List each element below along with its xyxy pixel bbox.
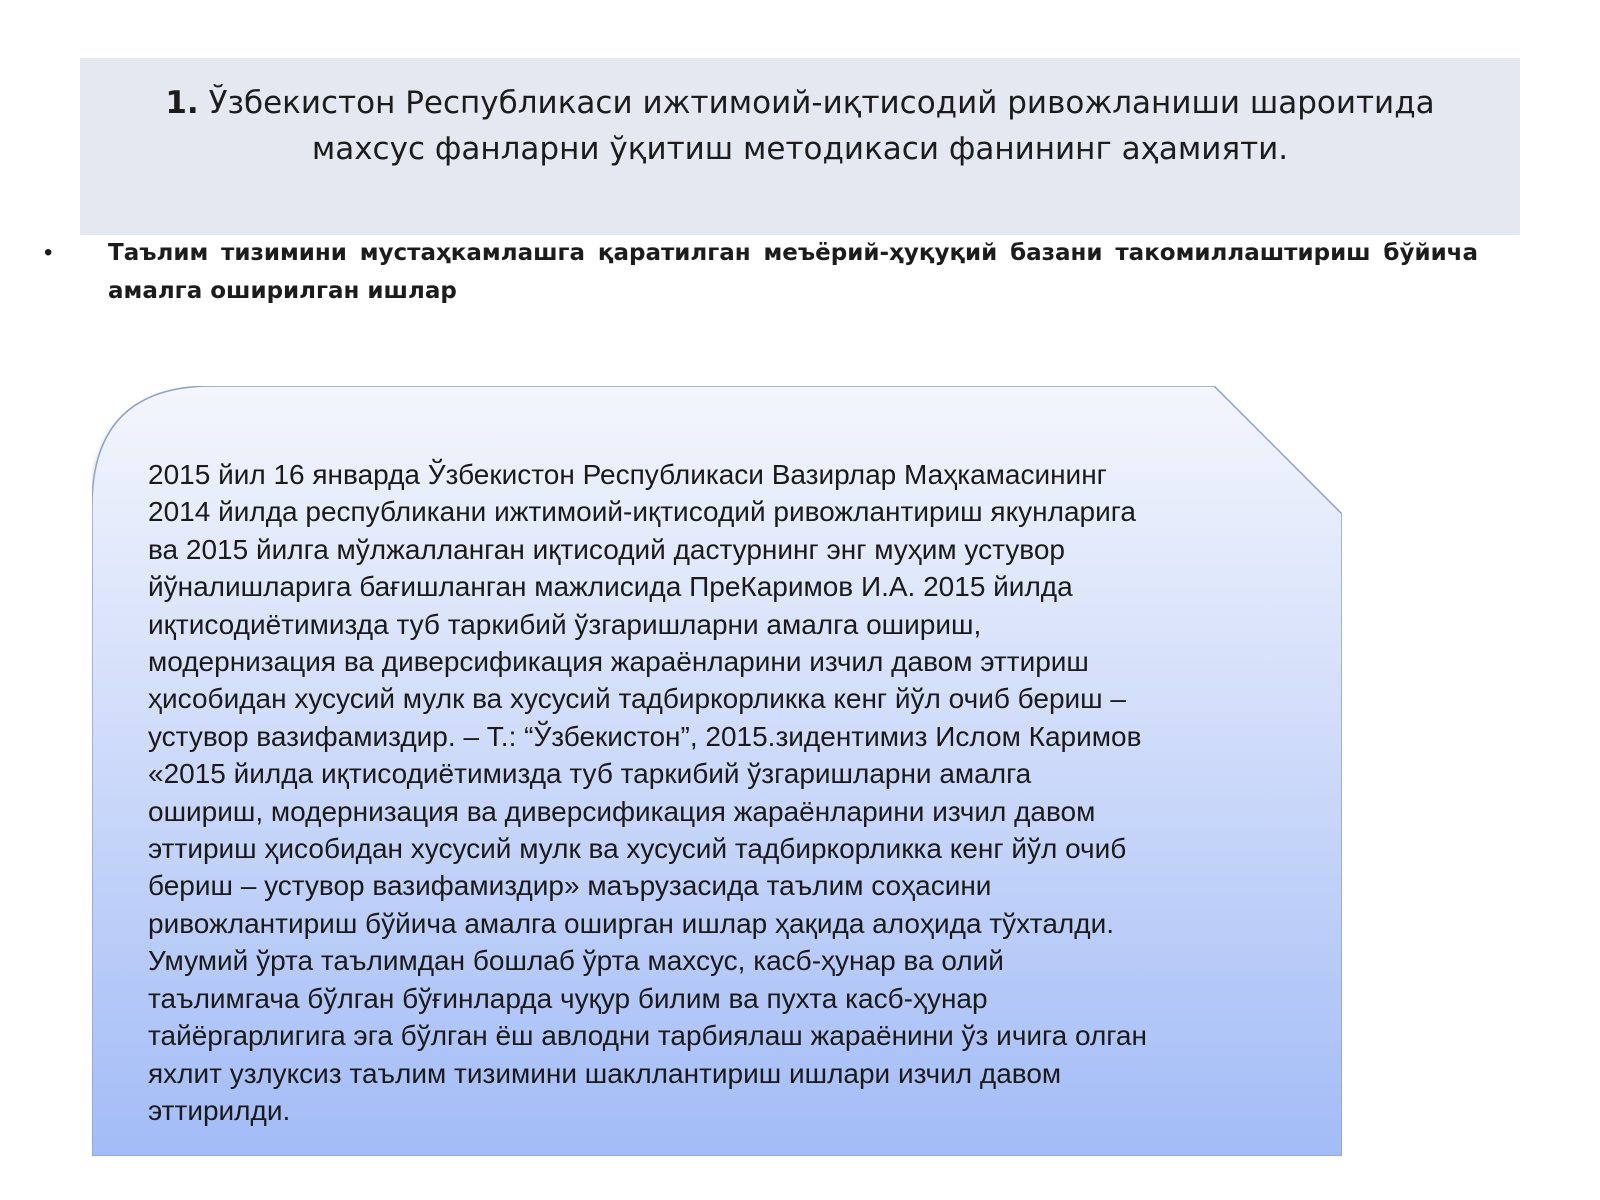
bullet-text: Таълим тизимини мустаҳкамлашга қаратилган меъёрий-ҳуқуқий базани такомиллаштириш бўйича амалга оширилган ишлар [108, 240, 1478, 304]
title-text-line1: Ўзбекистон Республикаси ижтимоий-иқтисодий ривожланиши шароитида [208, 85, 1435, 121]
bullet-marker: • [44, 239, 53, 266]
text-card [92, 386, 1342, 1156]
title-box [80, 58, 1520, 235]
slide-title-line1 [120, 80, 1480, 126]
card-body-text: 2015 йил 16 январда Ўзбекистон Республикаси Вазирлар Маҳкамасининг 2014 йилда республикани ижтимоий-иқтисодий ривожлантириш якунларига ва 2015 йилга мўлжалланган иқтисодий дастурнинг энг муҳим устувор йўналишларига бағишланган мажлисида ПреКаримов И.А. 2015 йилда иқтисодиётимизда туб таркибий ўзгаришларни амалга ошириш, модернизация ва диверсификация жараёнларини изчил давом эттириш ҳисобидан хусусий мулк ва хусусий тадбиркорликка кенг йўл очиб бериш – устувор вазифамиздир. – Т.: “Ўзбекистон”, 2015.зидентимиз Ислом Каримов «2015 йилда иқтисодиётимизда туб таркибий ўзгаришларни амалга ошириш, модернизация ва диверсификация жараёнларини изчил давом эттириш ҳисобидан хусусий мулк ва хусусий тадбиркорликка кенг йўл очиб бериш – устувор вазифамиздир» маърузасида таълим соҳасини ривожлантириш бўйича амалга оширган ишлар ҳақида алоҳида тўхталди. Умумий ўрта таълимдан бошлаб ўрта махсус, касб-ҳунар ва олий таълимгача бўлган бўғинларда чуқур билим ва пухта касб-ҳунар тайёргарлигига эга бўлган ёш авлодни тарбиялаш жараёнини ўз ичига олган яхлит узлуксиз таълим тизимини шакллантириш ишлари изчил давом эттирилди. [148, 459, 1147, 1126]
slide-title-line2: махсус фанларни ўқитиш методикаси фанининг аҳамияти. [311, 131, 1289, 167]
title-number: 1. [165, 85, 199, 121]
